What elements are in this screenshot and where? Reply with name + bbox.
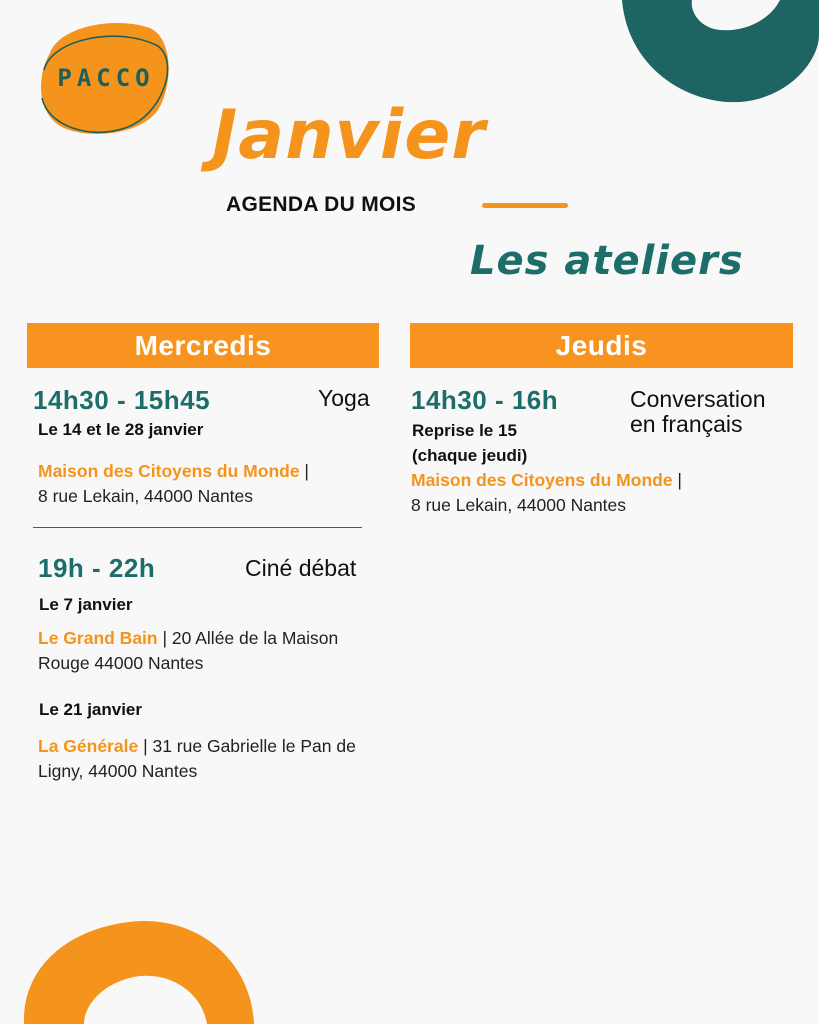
conversation-date-line1: Reprise le 15 xyxy=(412,421,517,440)
cine-session-2-location xyxy=(38,734,378,784)
yoga-address: 8 rue Lekain, 44000 Nantes xyxy=(38,486,254,506)
cine-session-1-location xyxy=(38,626,383,676)
cine-session-1-date: Le 7 janvier xyxy=(39,595,133,614)
cine-session-2-date: Le 21 janvier xyxy=(39,700,143,719)
conversation-separator: | xyxy=(672,470,682,490)
conversation-activity-line1: Conversation xyxy=(630,386,766,412)
event-divider xyxy=(33,527,362,528)
conversation-location xyxy=(411,468,791,518)
orange-ring-decoration xyxy=(22,918,254,1024)
conversation-activity xyxy=(630,387,766,437)
yoga-place: Maison des Citoyens du Monde xyxy=(38,461,300,481)
conversation-time: 14h30 - 16h xyxy=(411,385,559,415)
cine-session-2-address: | 31 rue Gabrielle le Pan de Ligny, 44000 Nantes xyxy=(38,736,356,781)
conversation-place: Maison des Citoyens du Monde xyxy=(411,470,673,490)
subtitle-underline xyxy=(482,203,568,208)
teal-ring-decoration xyxy=(620,0,819,105)
month-title: Janvier xyxy=(212,96,486,175)
conversation-address: 8 rue Lekain, 44000 Nantes xyxy=(411,495,627,515)
cine-session-1-place: Le Grand Bain xyxy=(38,628,158,648)
yoga-time: 14h30 - 15h45 xyxy=(33,385,211,415)
cine-time: 19h - 22h xyxy=(38,553,156,583)
cine-session-2-place: La Générale xyxy=(38,736,139,756)
thursday-header: Jeudis xyxy=(410,323,793,368)
yoga-activity: Yoga xyxy=(318,385,370,411)
conversation-date-line2: (chaque jeudi) xyxy=(412,446,528,465)
cine-activity: Ciné débat xyxy=(245,555,357,581)
logo-text: PACCO xyxy=(57,64,155,92)
section-title: Les ateliers xyxy=(470,238,744,284)
yoga-dates: Le 14 et le 28 janvier xyxy=(38,420,204,439)
yoga-location xyxy=(38,459,368,509)
cine-session-1-address: | 20 Allée de la Maison Rouge 44000 Nantes xyxy=(38,628,339,673)
yoga-separator: | xyxy=(299,461,309,481)
wednesday-header: Mercredis xyxy=(27,323,379,368)
agenda-subtitle: AGENDA DU MOIS xyxy=(226,193,417,216)
conversation-dates xyxy=(412,418,527,468)
conversation-activity-line2: en français xyxy=(630,411,743,437)
